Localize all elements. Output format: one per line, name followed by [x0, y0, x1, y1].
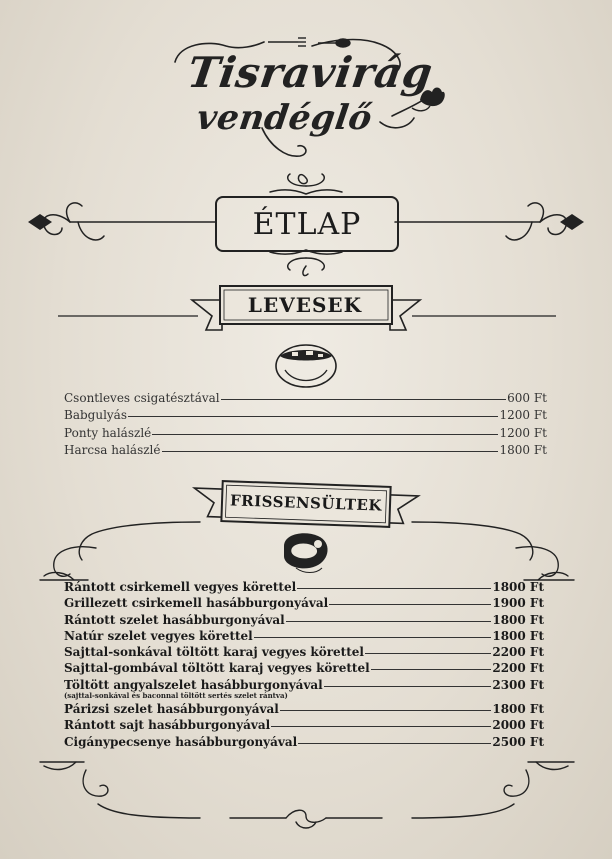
section-heading-fried: FRISSENSÜLTEK	[229, 491, 383, 515]
item-price: 1800 Ft	[492, 702, 544, 717]
leader-line	[152, 434, 498, 435]
item-price: 1200 Ft	[499, 408, 547, 423]
item-name: Rántott szelet hasábburgonyával	[64, 612, 285, 627]
item-name: Töltött angyalszelet hasábburgonyával	[64, 677, 323, 692]
list-item	[64, 613, 544, 629]
item-price: 1200 Ft	[499, 425, 547, 440]
leader-line	[271, 726, 491, 727]
fork-icon	[268, 38, 306, 46]
soup-bowl-icon	[276, 345, 336, 387]
item-name: Cigánypecsenye hasábburgonyával	[64, 734, 298, 749]
list-item	[64, 391, 547, 408]
section-heading-soups: LEVESEK	[247, 293, 363, 317]
item-price: 1800 Ft	[492, 628, 544, 643]
item-price: 2000 Ft	[492, 718, 544, 733]
leader-line	[365, 653, 491, 654]
leader-line	[286, 621, 492, 622]
item-price: 1900 Ft	[492, 596, 544, 611]
item-name: Babgulyás	[64, 408, 127, 423]
leader-line	[254, 637, 492, 638]
list-item	[64, 661, 544, 677]
item-name: Harcsa halászlé	[64, 442, 161, 457]
list-item	[64, 735, 544, 751]
leader-line	[298, 743, 491, 744]
leader-line	[162, 451, 499, 452]
list-item	[64, 443, 547, 460]
item-name: Sajttal-sonkával töltött karaj vegyes körettel	[64, 645, 364, 660]
list-item	[64, 426, 547, 443]
item-name: Ponty halászlé	[64, 425, 152, 440]
leader-line	[128, 416, 498, 417]
list-item	[64, 629, 544, 645]
item-name: Grillezett csirkemell hasábburgonyával	[64, 596, 329, 611]
logo-line-2: vendéglő	[194, 98, 375, 138]
menu-title: ÉTLAP	[215, 196, 399, 252]
list-item	[64, 580, 544, 596]
list-item	[64, 408, 547, 425]
item-note-text: (sajttal-sonkával és baconnal töltött sertés szelet rántva)	[64, 691, 288, 701]
leader-line	[371, 669, 492, 670]
leader-line	[297, 588, 491, 589]
item-price: 2200 Ft	[492, 661, 544, 676]
list-item	[64, 718, 544, 734]
list-item	[64, 645, 544, 661]
leader-line	[221, 399, 507, 400]
leader-line	[329, 604, 491, 605]
logo-line-1: Tisravirág	[184, 48, 436, 97]
item-price: 1800 Ft	[492, 580, 544, 594]
leader-line	[280, 710, 492, 711]
leader-line	[324, 686, 492, 687]
item-name: Rántott sajt hasábburgonyával	[64, 718, 271, 733]
item-price: 2200 Ft	[492, 645, 544, 660]
item-name: Natúr szelet vegyes körettel	[64, 628, 253, 643]
item-name: Párizsi szelet hasábburgonyával	[64, 702, 279, 717]
item-price: 1800 Ft	[499, 442, 547, 457]
item-note	[64, 691, 544, 702]
item-name: Csontleves csigatésztával	[64, 391, 220, 405]
item-price: 2500 Ft	[492, 734, 544, 749]
item-price: 2300 Ft	[492, 677, 544, 692]
item-price: 1800 Ft	[492, 612, 544, 627]
list-item	[64, 702, 544, 718]
item-name: Rántott csirkemell vegyes körettel	[64, 580, 297, 594]
fried-list	[64, 580, 544, 751]
list-item	[64, 596, 544, 612]
soups-list	[64, 391, 547, 460]
item-price: 600 Ft	[507, 391, 547, 405]
steak-icon	[284, 533, 328, 572]
item-name: Sajttal-gombával töltött karaj vegyes körettel	[64, 661, 370, 676]
